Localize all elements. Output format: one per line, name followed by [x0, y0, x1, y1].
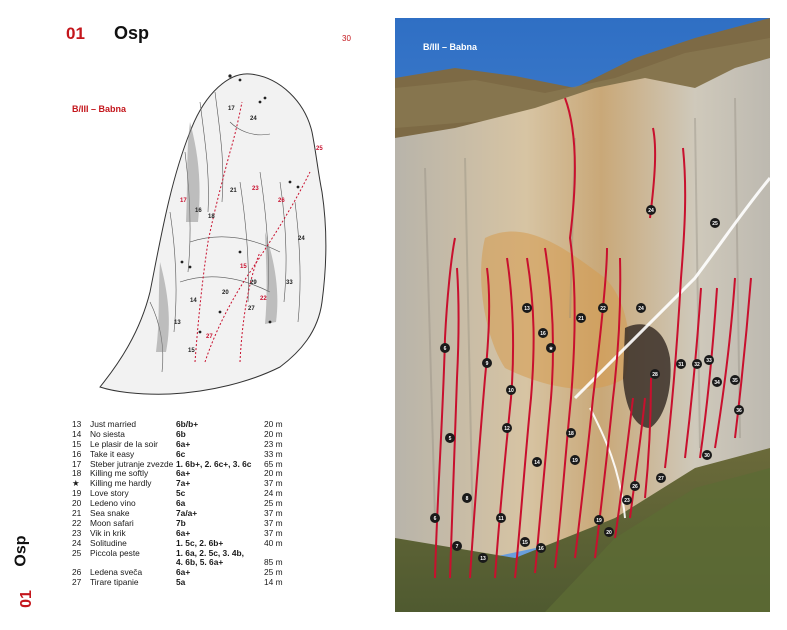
svg-text:25: 25: [316, 146, 323, 152]
route-name: Killing me hardly: [90, 479, 152, 489]
route-length: 40 m: [264, 537, 283, 548]
svg-text:23: 23: [624, 498, 630, 504]
route-grade: 1. 6b+, 2. 6c+, 3. 6c: [176, 458, 252, 469]
route-grade: 6a+: [176, 468, 191, 479]
route-length: 20 m: [264, 419, 283, 429]
svg-text:6: 6: [443, 346, 447, 352]
route-grade: 6a+: [176, 527, 191, 538]
route-name: Love story: [90, 489, 129, 499]
route-name: Solitudine: [90, 538, 127, 548]
svg-text:17: 17: [228, 106, 235, 112]
svg-text:★: ★: [548, 346, 554, 352]
route-number: 25: [72, 547, 82, 558]
svg-text:13: 13: [524, 306, 530, 312]
route-row: [72, 460, 360, 470]
svg-text:33: 33: [706, 358, 712, 364]
svg-text:19: 19: [572, 458, 578, 464]
route-row: [72, 499, 360, 509]
route-length: 65 m: [264, 458, 283, 469]
svg-text:27: 27: [206, 334, 213, 340]
svg-text:27: 27: [248, 306, 255, 312]
route-length: 25 m: [264, 567, 283, 578]
svg-text:16: 16: [538, 546, 544, 552]
svg-text:20: 20: [222, 290, 229, 296]
route-grade: 1. 6a, 2. 5c, 3. 4b,: [176, 547, 244, 558]
route-grade: 5a: [176, 577, 186, 588]
svg-text:25: 25: [712, 221, 718, 227]
svg-text:6: 6: [433, 516, 437, 522]
route-number: 22: [72, 517, 82, 528]
svg-text:28: 28: [652, 372, 658, 378]
route-name: Ledeno vino: [90, 499, 136, 509]
svg-text:11: 11: [498, 516, 504, 522]
route-row: [72, 420, 360, 430]
left-page: [0, 0, 393, 630]
svg-text:10: 10: [508, 388, 514, 394]
svg-text:26: 26: [632, 484, 638, 490]
svg-text:33: 33: [286, 280, 293, 286]
side-tab-number: 01: [17, 590, 35, 608]
route-name: Le plasir de la soir: [90, 439, 158, 449]
svg-text:24: 24: [298, 236, 305, 242]
topo-drawing: [90, 62, 340, 402]
route-name: Tirare tipanie: [90, 578, 139, 588]
svg-text:32: 32: [694, 362, 700, 368]
svg-text:16: 16: [540, 331, 546, 337]
svg-text:24: 24: [250, 116, 257, 122]
svg-text:19: 19: [596, 518, 602, 524]
route-grade: 6b/b+: [176, 419, 199, 429]
page-number: 30: [342, 34, 351, 43]
route-grade: 6c: [176, 448, 186, 459]
svg-text:5: 5: [448, 436, 452, 442]
route-length: 37 m: [264, 478, 283, 489]
crag-photo: [395, 18, 770, 612]
svg-text:17: 17: [180, 198, 187, 204]
svg-text:27: 27: [658, 476, 664, 482]
svg-text:29: 29: [250, 280, 257, 286]
route-row: [72, 578, 360, 588]
route-grade: 5c: [176, 488, 186, 499]
svg-text:15: 15: [240, 264, 247, 270]
crag-photo-image: [395, 18, 770, 612]
route-grade: 6a+: [176, 567, 191, 578]
route-number: 20: [72, 498, 82, 509]
route-grade: 4. 6b, 5. 6a+: [176, 557, 224, 568]
svg-text:35: 35: [732, 378, 738, 384]
route-length: 20 m: [264, 428, 283, 439]
route-table: [72, 420, 360, 588]
svg-text:18: 18: [208, 214, 215, 220]
right-page: [393, 0, 787, 630]
route-number: 23: [72, 527, 82, 538]
route-number: 19: [72, 488, 82, 499]
route-row: [72, 469, 360, 479]
route-number: 14: [72, 428, 82, 439]
route-number: 24: [72, 537, 82, 548]
route-number: ★: [72, 478, 80, 489]
route-name: Vik in krik: [90, 528, 126, 538]
route-length: 23 m: [264, 438, 283, 449]
svg-text:7: 7: [455, 544, 459, 550]
route-length: 37 m: [264, 508, 283, 519]
svg-text:13: 13: [174, 320, 181, 326]
svg-text:8: 8: [465, 496, 469, 502]
route-name: No siesta: [90, 429, 125, 439]
route-name: Steber jutranje zvezde: [90, 459, 174, 469]
svg-text:36: 36: [736, 408, 742, 414]
route-number: 18: [72, 468, 82, 479]
route-length: 85 m: [264, 557, 283, 568]
svg-text:21: 21: [230, 188, 237, 194]
svg-text:16: 16: [195, 208, 202, 214]
route-grade: 1. 5c, 2. 6b+: [176, 537, 224, 548]
route-row: [72, 558, 360, 568]
route-length: 33 m: [264, 448, 283, 459]
svg-text:21: 21: [578, 316, 584, 322]
route-row: [72, 489, 360, 499]
route-grade: 7a+: [176, 478, 191, 489]
svg-text:24: 24: [648, 208, 654, 214]
route-row: [72, 479, 360, 489]
route-number: 15: [72, 438, 82, 449]
svg-text:26: 26: [278, 198, 285, 204]
route-number: 26: [72, 567, 82, 578]
route-row: [72, 519, 360, 529]
route-grade: 7b: [176, 517, 186, 528]
svg-text:9: 9: [485, 361, 489, 367]
svg-text:22: 22: [600, 306, 606, 312]
route-number: 27: [72, 577, 82, 588]
svg-text:15: 15: [522, 540, 528, 546]
route-row: [72, 568, 360, 578]
route-number: 17: [72, 458, 82, 469]
svg-text:24: 24: [638, 306, 644, 312]
svg-text:23: 23: [252, 186, 259, 192]
svg-text:20: 20: [606, 530, 612, 536]
route-length: 24 m: [264, 488, 283, 499]
chapter-number: 01: [66, 24, 85, 43]
route-grade: 6a: [176, 498, 186, 509]
route-name: Killing me softly: [90, 469, 149, 479]
route-name: Ledena sveča: [90, 568, 143, 578]
chapter-title: Osp: [114, 23, 150, 43]
route-name: [90, 558, 176, 568]
route-name: Moon safari: [90, 518, 134, 528]
svg-text:13: 13: [480, 556, 486, 562]
route-length: 20 m: [264, 468, 283, 479]
route-grade: 6b: [176, 428, 186, 439]
route-row: [72, 430, 360, 440]
route-grade: 6a+: [176, 438, 191, 449]
svg-text:34: 34: [714, 380, 720, 386]
route-length: 25 m: [264, 498, 283, 509]
route-number: 21: [72, 508, 82, 519]
route-name: Just married: [90, 420, 137, 429]
route-length: 37 m: [264, 517, 283, 528]
route-grade: 7a/a+: [176, 508, 198, 519]
side-tab-title: Osp: [12, 535, 30, 567]
photo-sector-label: B/III – Babna: [423, 42, 478, 52]
svg-text:22: 22: [260, 296, 267, 302]
side-tab: [12, 512, 48, 612]
route-name: Sea snake: [90, 509, 130, 519]
svg-text:30: 30: [704, 453, 710, 459]
route-number: 16: [72, 448, 82, 459]
svg-text:31: 31: [678, 362, 684, 368]
svg-text:12: 12: [504, 426, 510, 432]
route-length: 37 m: [264, 527, 283, 538]
route-name: Take it easy: [90, 449, 135, 459]
topo-sector-label: B/III – Babna: [72, 104, 127, 114]
svg-text:14: 14: [534, 460, 540, 466]
svg-text:15: 15: [188, 348, 195, 354]
svg-text:14: 14: [190, 298, 197, 304]
route-row: [72, 440, 360, 450]
svg-text:18: 18: [568, 431, 574, 437]
route-number: 13: [72, 419, 82, 429]
route-name: Piccola peste: [90, 548, 140, 558]
route-row: [72, 509, 360, 519]
route-length: 14 m: [264, 577, 283, 588]
